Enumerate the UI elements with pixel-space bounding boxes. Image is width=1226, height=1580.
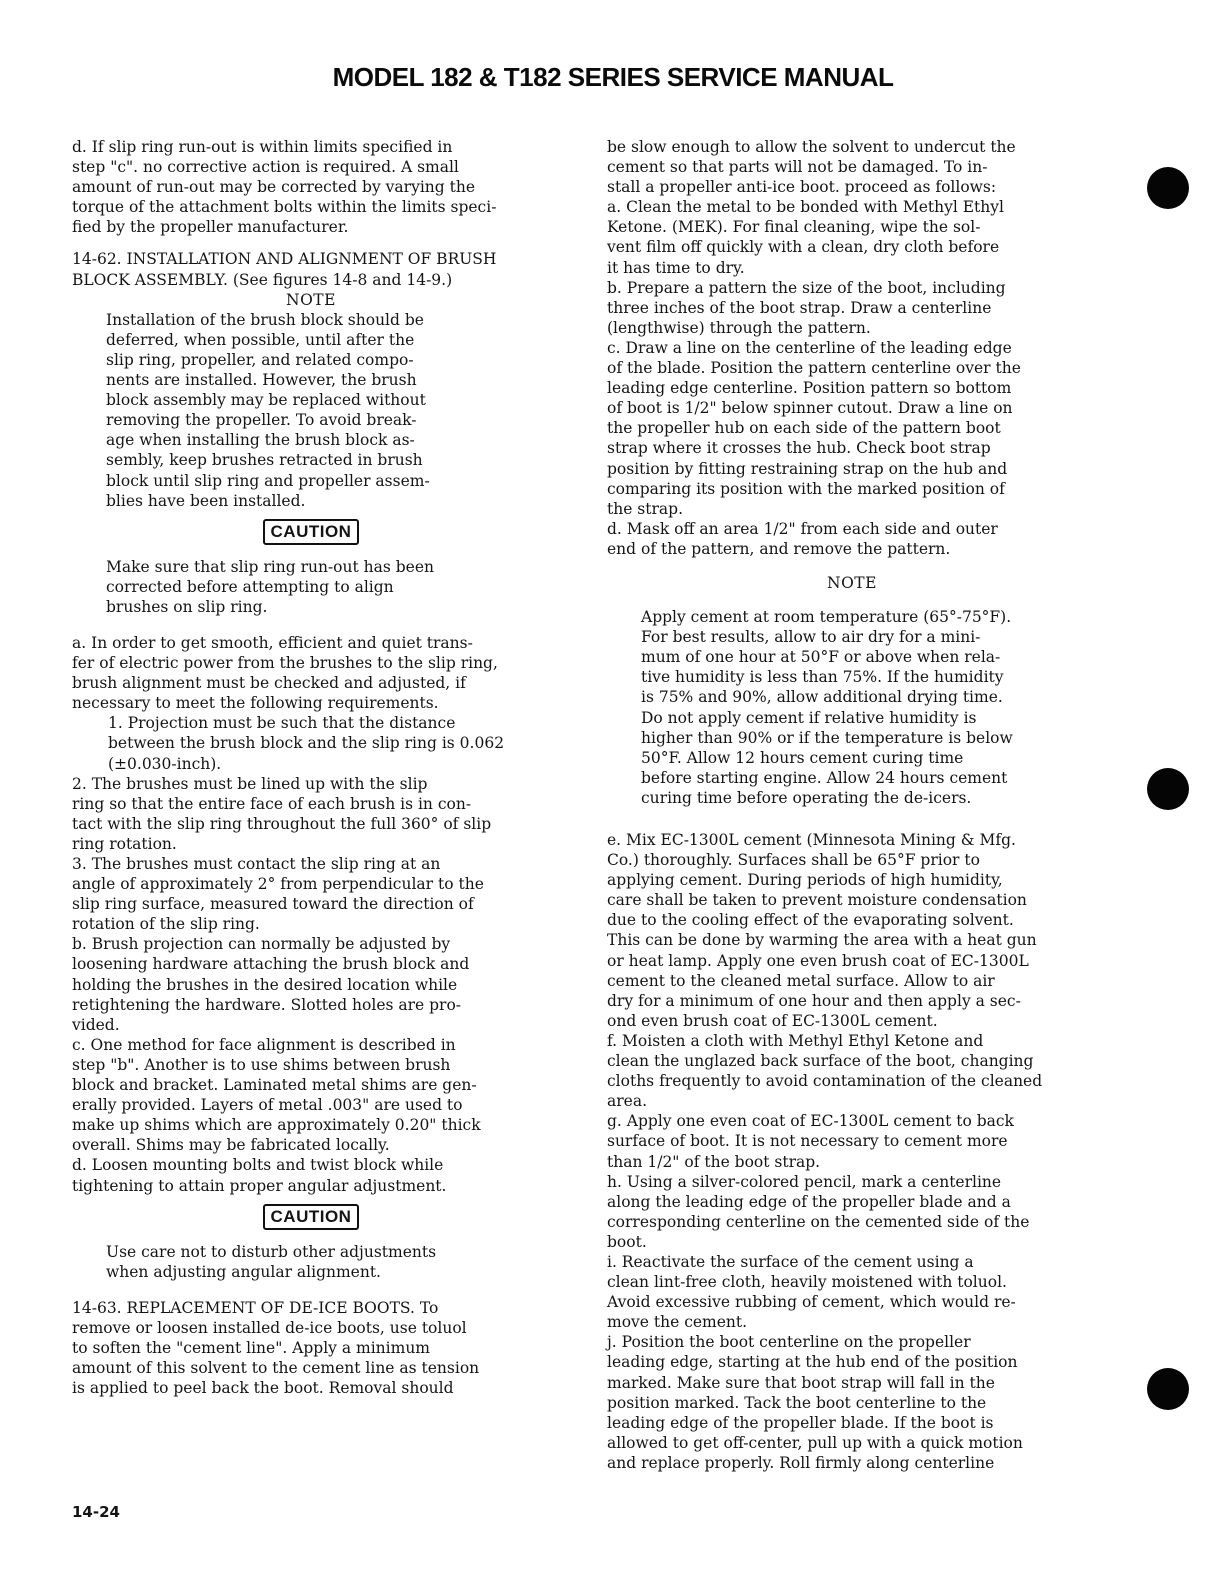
list-item-1 (72, 713, 550, 773)
intro-paragraph: be slow enough to allow the solvent to undercut the cement so that parts will not be damaged. To in- stall a propeller anti-ice boot. proceed as follows: (607, 138, 1016, 197)
step-e: e. Mix EC-1300L cement (Minnesota Mining & Mfg. Co.) thoroughly. Surfaces shall be 65°F prior to applying cement. During periods of high humidity, care shall be taken to prevent moisture condensation due to the cooling effect of the evaporating solvent. This can be done by warming the area with a heat gun or heat lamp. Apply one even brush coat of EC-1300L cement to the cleaned metal surface. Allow to air dry for a minimum of one hour and then apply a sec- ond even brush coat of EC-1300L cement. (607, 831, 1037, 1030)
right-column (607, 137, 1097, 1473)
caution-label-2: CAUTION (263, 1204, 360, 1230)
note-heading: NOTE (286, 290, 336, 309)
list-item-2 (72, 774, 550, 854)
binder-hole-bottom (1147, 1368, 1189, 1410)
binder-hole-middle (1147, 768, 1189, 810)
step-b: b. Prepare a pattern the size of the boot, including three inches of the boot strap. Draw a centerline (lengthwise) through the pattern. (607, 278, 1006, 337)
note-text-right: Apply cement at room temperature (65°-75°F). For best results, allow to air dry for a mini- mum of one hour at 50°F or above when rela- tive humidity is less than 75%. If the humidity is 75% and 90%, allow additional drying time. Do not apply cement if relative humidity is higher than 90% or if the temperature is below 50°F. Allow 12 hours cement curing time before starting engine. Allow 24 hours cement curing time before operating the de-icers. (641, 608, 1013, 807)
paragraph-b: b. Brush projection can normally be adjusted by loosening hardware attaching the brush block and holding the brushes in the desired location while retightening the hardware. Slotted holes are pro- vided. (72, 935, 470, 1034)
section-heading-14-62: 14-62. INSTALLATION AND ALIGNMENT OF BRUSH BLOCK ASSEMBLY. (See figures 14-8 and 14-9.) (72, 250, 497, 289)
step-g: g. Apply one even coat of EC-1300L cement to back surface of boot. It is not necessary to cement more than 1/2" of the boot strap. (607, 1112, 1014, 1171)
left-column (72, 137, 550, 1398)
list-item-3-text: 3. The brushes must contact the slip ring at an angle of approximately 2° from perpendicular to the slip ring surface, measured toward the direction of rotation of the slip ring. (72, 855, 484, 934)
page-title: MODEL 182 & T182 SERIES SERVICE MANUAL (332, 62, 894, 92)
list-item-2-text: 2. The brushes must be lined up with the slip ring so that the entire face of each brush is in con- tact with the slip ring throughout the full 360° of slip ring rotation. (72, 774, 492, 853)
note-heading-right: NOTE (827, 573, 877, 592)
step-i: i. Reactivate the surface of the cement using a clean lint-free cloth, heavily moistened with toluol. Avoid excessive rubbing of cement, which would re- move the cement. (607, 1252, 1016, 1332)
step-j: j. Position the boot centerline on the propeller leading edge, starting at the hub end of the position marked. Make sure that boot strap will fall in the position marked. Tack the boot centerline to the leading edge of the propeller blade. If the boot is allowed to get off-center, pull up with a quick motion and replace properly. Roll firmly along centerline (607, 1333, 1023, 1472)
paragraph-d2: d. Loosen mounting bolts and twist block while tightening to attain proper angular adjustment. (72, 1156, 447, 1195)
caution-box (72, 519, 550, 545)
caution-text-2: Use care not to disturb other adjustments when adjusting angular alignment. (106, 1242, 437, 1281)
note-text: Installation of the brush block should be deferred, when possible, until after the slip ring, propeller, and related compo- nents are installed. However, the brush block assembly may be replaced without removing the propeller. To avoid break- age when installing the brush block as- sembly, keep brushes retracted in brush block until slip ring and propeller assem- blies have been installed. (106, 310, 430, 510)
paragraph-a: a. In order to get smooth, efficient and quiet trans- fer of electric power from the brushes to the slip ring, brush alignment must be checked and adjusted, if necessary to meet the following requirements. (72, 633, 498, 713)
list-item-3 (72, 854, 550, 934)
section-heading-14-63: 14-63. REPLACEMENT OF DE-ICE BOOTS. To remove or loosen installed de-ice boots, use toluol to soften the "cement line". Apply a minimum amount of this solvent to the cement line as tension is applied to peel back the boot. Removal should (72, 1298, 480, 1398)
step-c: c. Draw a line on the centerline of the leading edge of the blade. Position the pattern centerline over the leading edge centerline. Position pattern so bottom of boot is 1/2" below spinner cutout. Draw a line on the propeller hub on each side of the pattern boot strap where it crosses the hub. Check boot strap position by fitting restraining strap on the hub and comparing its position with the marked position of the strap. (607, 338, 1021, 518)
step-h: h. Using a silver-colored pencil, mark a centerline along the leading edge of the propeller blade and a corresponding centerline on the cemented side of the boot. (607, 1172, 1030, 1251)
paragraph-d: d. If slip ring run-out is within limits specified in step "c". no corrective action is required. A small amount of run-out may be corrected by varying the torque of the attachment bolts within the limits speci- fied by the propeller manufacturer. (72, 138, 497, 237)
paragraph-c: c. One method for face alignment is described in step "b". Another is to use shims between brush block and bracket. Laminated metal shims are gen- erally provided. Layers of metal .003" are used to make up shims which are approximately 0.20" thick overall. Shims may be fabricated locally. (72, 1035, 481, 1155)
step-f: f. Moisten a cloth with Methyl Ethyl Ketone and clean the unglazed back surface of the boot, changing cloths frequently to avoid contamination of the cleaned area. (607, 1031, 1043, 1111)
step-a: a. Clean the metal to be bonded with Methyl Ethyl Ketone. (MEK). For final cleaning, wipe the sol- vent film off quickly with a clean, dry cloth before it has time to dry. (607, 198, 1004, 277)
page-number: 14-24 (72, 1503, 120, 1521)
binder-hole-top (1147, 167, 1189, 209)
caution-label: CAUTION (263, 519, 360, 545)
step-d: d. Mask off an area 1/2" from each side and outer end of the pattern, and remove the pattern. (607, 519, 998, 558)
list-item-1-text: 1. Projection must be such that the distance between the brush block and the slip ring is 0.062 (±0.030-inch). (108, 714, 505, 773)
caution-text: Make sure that slip ring run-out has been corrected before attempting to align brushes on slip ring. (106, 557, 435, 616)
caution-box-2 (72, 1204, 550, 1230)
